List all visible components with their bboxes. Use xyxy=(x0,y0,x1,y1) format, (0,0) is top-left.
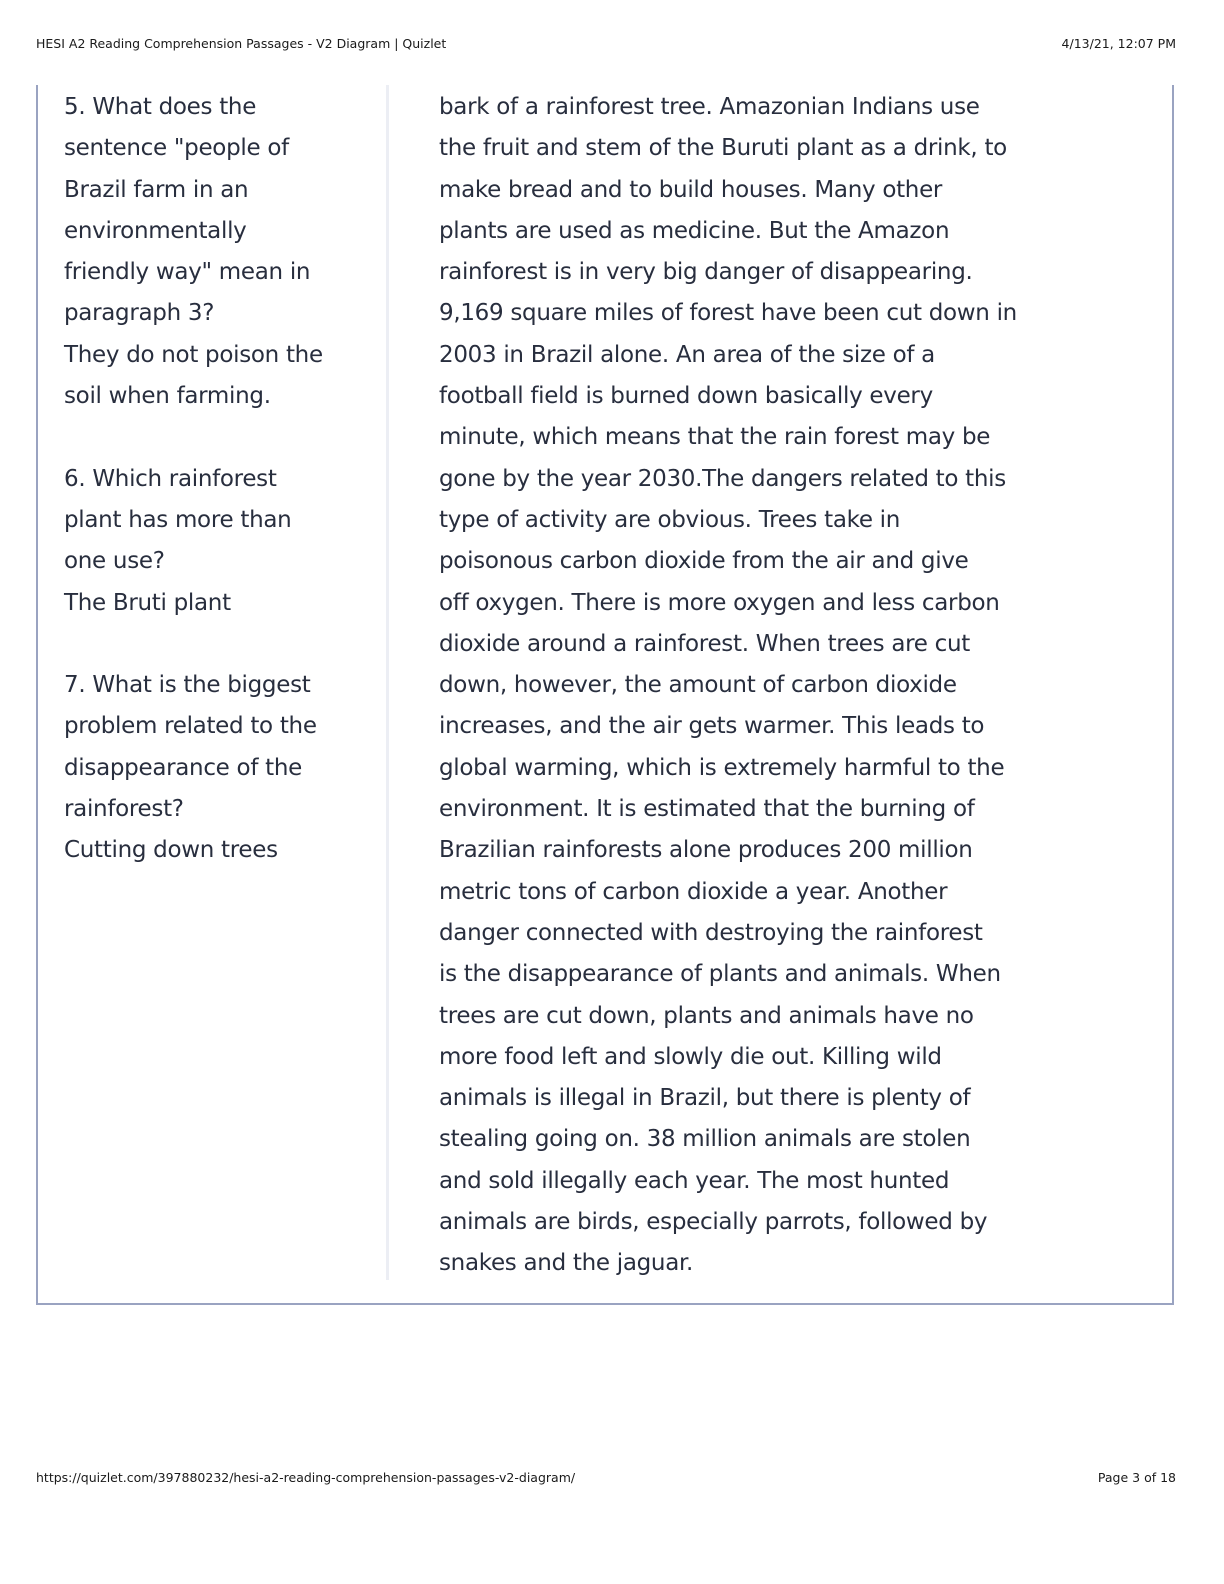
answer-6-line: The Bruti plant xyxy=(64,589,231,616)
print-datetime: 4/13/21, 12:07 PM xyxy=(1061,36,1176,51)
definition-line: gone by the year 2030.The dangers related to this xyxy=(439,465,1006,492)
question-7-line: 7. What is the biggest xyxy=(64,672,311,699)
page-number: Page 3 of 18 xyxy=(1097,1470,1176,1485)
page-url: https://quizlet.com/397880232/hesi-a2-reading-comprehension-passages-v2-diagram/ xyxy=(36,1470,576,1485)
definition-line: is the disappearance of plants and animals. When xyxy=(439,961,1001,988)
definition-line: global warming, which is extremely harmful to the xyxy=(439,754,1005,781)
question-5-line: environmentally xyxy=(64,217,247,244)
flashcard-card xyxy=(36,85,1174,1305)
question-6-line: one use? xyxy=(64,548,165,575)
definition-line: poisonous carbon dioxide from the air and give xyxy=(439,548,969,575)
definition-line: snakes and the jaguar. xyxy=(439,1250,694,1277)
definition-line: down, however, the amount of carbon dioxide xyxy=(439,672,957,699)
question-5-line: Brazil farm in an xyxy=(64,176,249,203)
definition-line: 9,169 square miles of forest have been cut down in xyxy=(439,300,1017,327)
question-7-line: disappearance of the xyxy=(64,754,302,781)
definition-line: trees are cut down, plants and animals have no xyxy=(439,1002,974,1029)
definition-line: dioxide around a rainforest. When trees are cut xyxy=(439,630,970,657)
term-column xyxy=(64,87,364,872)
question-5-line: paragraph 3? xyxy=(64,300,215,327)
definition-line: danger connected with destroying the rainforest xyxy=(439,919,983,946)
definition-line: type of activity are obvious. Trees take in xyxy=(439,506,901,533)
question-5-line: 5. What does the xyxy=(64,94,257,120)
definition-line: make bread and to build houses. Many other xyxy=(439,176,943,203)
question-5-line: sentence "people of xyxy=(64,135,289,162)
definition-line: bark of a rainforest tree. Amazonian Indians use xyxy=(439,94,980,120)
definition-line: more food left and slowly die out. Killing wild xyxy=(439,1043,942,1070)
definition-column xyxy=(439,87,1079,1285)
definition-line: stealing going on. 38 million animals are stolen xyxy=(439,1126,971,1153)
question-7-line: problem related to the xyxy=(64,713,317,740)
definition-line: and sold illegally each year. The most hunted xyxy=(439,1167,950,1194)
spacer xyxy=(64,624,364,665)
question-7-line: rainforest? xyxy=(64,796,184,823)
document-title: HESI A2 Reading Comprehension Passages - V2 Diagram | Quizlet xyxy=(36,36,447,51)
definition-line: animals is illegal in Brazil, but there is plenty of xyxy=(439,1085,971,1112)
definition-line: the fruit and stem of the Buruti plant as a drink, to xyxy=(439,135,1007,162)
definition-line: plants are used as medicine. But the Amazon xyxy=(439,217,950,244)
definition-line: rainforest is in very big danger of disappearing. xyxy=(439,259,973,286)
answer-5-line: They do not poison the xyxy=(64,341,323,368)
print-footer xyxy=(36,1470,1176,1485)
definition-line: Brazilian rainforests alone produces 200 million xyxy=(439,837,973,864)
answer-5-line: soil when farming. xyxy=(64,383,271,410)
spacer xyxy=(64,417,364,458)
definition-line: environment. It is estimated that the burning of xyxy=(439,796,975,823)
print-header xyxy=(36,36,1176,51)
definition-line: off oxygen. There is more oxygen and less carbon xyxy=(439,589,1000,616)
definition-line: football field is burned down basically every xyxy=(439,383,933,410)
definition-line: minute, which means that the rain forest may be xyxy=(439,424,991,451)
definition-line: metric tons of carbon dioxide a year. Another xyxy=(439,878,948,905)
definition-line: increases, and the air gets warmer. This leads to xyxy=(439,713,985,740)
definition-line: 2003 in Brazil alone. An area of the size of a xyxy=(439,341,935,368)
question-5-line: friendly way" mean in xyxy=(64,259,311,286)
definition-line: animals are birds, especially parrots, followed by xyxy=(439,1209,988,1236)
question-6-line: 6. Which rainforest xyxy=(64,465,277,492)
column-divider xyxy=(386,85,389,1280)
answer-7-line: Cutting down trees xyxy=(64,837,278,864)
question-6-line: plant has more than xyxy=(64,506,292,533)
